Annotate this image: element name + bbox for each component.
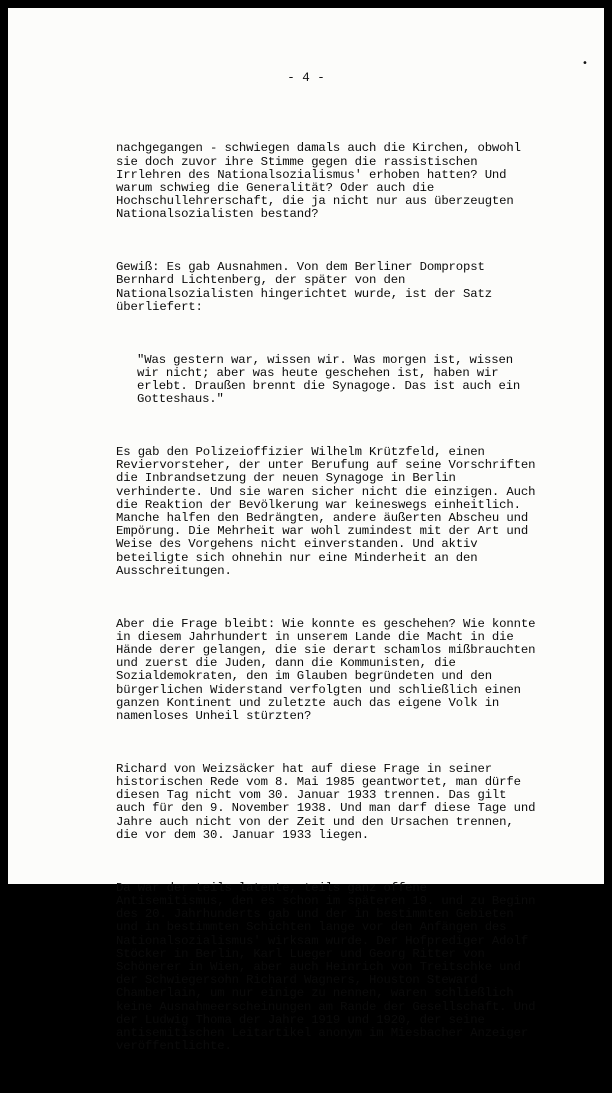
block-quote: "Was gestern war, wissen wir. Was morgen ist, wissen wir nicht; aber was heute geschehen ist, haben wir erlebt. Draußen brennt die Synagoge. Das ist auch ein Gotteshaus." — [137, 352, 521, 407]
paragraph-6: Da war der teils latente, teils ganz offene Antisemitismus, den es schon im späteren 19. und zu Beginn des 20. Jahrhunderts gab und der in bestimmten Gebieten und in bestimmten Schichten lange vor den Anfängen des Nationalsozialismus' wirksam wurde. Der Hofprediger Adolf Stöcker in Berlin, Karl Lueger und Georg Ritter von Schönerer in Wien, aber auch Heinrich von Treitschke und der Schwiegersohn Richard Wagners, Houston Steward Chamberlain, um nur einige zu nennen, waren schließlich keine Ausnahmeerscheinungen am Rande der Gesellschaft. Und der Ludwig Thoma der Jahre 1919 und 1920, der seine antisemitischen Leitartikel anonym im Miesbacher Anzeiger veröffentlichte. — [116, 880, 536, 1054]
paragraph-5: Richard von Weizsäcker hat auf diese Frage in seiner historischen Rede vom 8. Mai 1985 geantwortet, man dürfe diesen Tag nicht vom 30. Januar 1933 trennen. Das gilt auch für den 9. November 1938. Und man darf diese Tage und Jahre auch nicht von der Zeit und den Ursachen trennen, die vor dem 30. Januar 1933 liegen. — [116, 761, 536, 842]
paragraph-3: Es gab den Polizeioffizier Wilhelm Krützfeld, einen Reviervorsteher, der unter Berufung auf seine Vorschriften die Inbrandsetzung der neuen Synagoge in Berlin verhinderte. Und sie waren sicher nicht die einzigen. Auch die Reaktion der Bevölkerung war keineswegs einheitlich. Manche halfen den Bedrängten, andere äußerten Abscheu und Empörung. Die Mehrheit war wohl zumindest mit der Art und Weise des Vorgehens nicht einverstanden. Und aktiv beteiligte sich ohnehin nur eine Minderheit an den Ausschreitungen. — [116, 445, 536, 578]
document-page — [8, 8, 604, 1054]
body-text — [116, 116, 596, 1093]
page-number: - 4 - — [287, 71, 325, 85]
corner-mark: • — [582, 58, 588, 69]
paragraph-1: nachgegangen - schwiegen damals auch die Kirchen, obwohl sie doch zuvor ihre Stimme gegen die rassistischen Irrlehren des Nationalsozialismus' erhoben hatten? Und warum schwieg die Generalität? Oder auch die Hochschullehrerschaft, die ja nicht nur aus überzeugten Nationalsozialisten bestand? — [116, 141, 521, 222]
paragraph-2: Gewiß: Es gab Ausnahmen. Von dem Berliner Dompropst Bernhard Lichtenberg, der später von den Nationalsozialisten hingerichtet wurde, ist der Satz überliefert: — [116, 260, 492, 314]
paragraph-4: Aber die Frage bleibt: Wie konnte es geschehen? Wie konnte in diesem Jahrhundert in unserem Lande die Macht in die Hände derer gelangen, die sie derart schamlos mißbrauchten und zuerst die Juden, dann die Kommunisten, die Sozialdemokraten, den im Glauben begründeten und den bürgerlichen Widerstand verfolgten und schließlich einen ganzen Kontinent und zuletzte auch das eigene Volk in namenloses Unheil stürzten? — [116, 616, 536, 724]
